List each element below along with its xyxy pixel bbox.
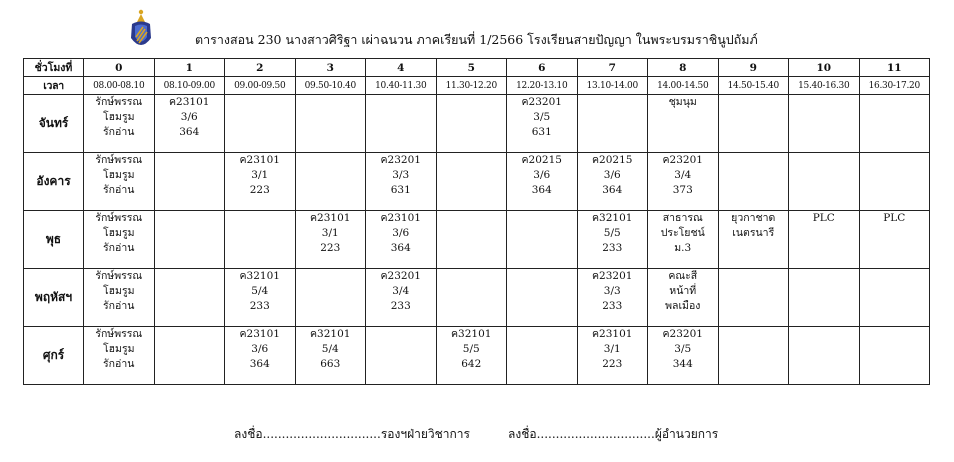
cell-line: ค23101 <box>310 212 351 224</box>
day-row <box>24 327 930 385</box>
day-name: พฤหัสฯ <box>24 269 84 327</box>
cell-line: ค23101 <box>380 212 421 224</box>
cell-line: 5/4 <box>251 285 269 297</box>
schedule-cell <box>295 327 366 385</box>
cell-line: 364 <box>390 242 411 254</box>
cell-line: รักอ่าน <box>103 300 135 312</box>
cell-line: ค32101 <box>239 270 280 282</box>
period-header-label: ชั่วโมงที่ <box>24 59 84 77</box>
cell-line: โฮมรูม <box>102 285 135 297</box>
schedule-cell <box>154 269 225 327</box>
cell-line: สาธารณ <box>662 212 703 224</box>
cell-line: รักอ่าน <box>103 242 135 254</box>
schedule-cell <box>366 211 437 269</box>
schedule-cell <box>718 211 789 269</box>
period-time: 09.00-09.50 <box>225 77 296 95</box>
schedule-cell <box>225 95 296 153</box>
day-name: ศุกร์ <box>24 327 84 385</box>
schedule-cell <box>225 153 296 211</box>
schedule-cell <box>648 95 719 153</box>
schedule-cell <box>84 327 155 385</box>
cell-line: 3/1 <box>603 343 621 355</box>
period-number: 6 <box>507 59 578 77</box>
schedule-cell <box>84 153 155 211</box>
schedule-cell <box>789 95 860 153</box>
schedule-cell <box>366 327 437 385</box>
period-number: 3 <box>295 59 366 77</box>
schedule-cell <box>789 153 860 211</box>
cell-line: ยุวกาชาด <box>731 212 776 224</box>
period-time: 16.30-17.20 <box>859 77 930 95</box>
schedule-cell <box>436 327 507 385</box>
cell-line: 373 <box>672 184 693 196</box>
cell-line: ชุมนุม <box>668 96 697 108</box>
day-row <box>24 269 930 327</box>
schedule-cell <box>577 327 648 385</box>
cell-line: 3/6 <box>251 343 269 355</box>
time-row-label: เวลา <box>24 77 84 95</box>
period-time: 08.10-09.00 <box>154 77 225 95</box>
cell-line: ค20215 <box>592 154 633 166</box>
day-row <box>24 95 930 153</box>
cell-line: รักษ์พรรณ <box>95 328 143 340</box>
period-time: 10.40-11.30 <box>366 77 437 95</box>
schedule-cell <box>718 153 789 211</box>
period-time: 09.50-10.40 <box>295 77 366 95</box>
period-number: 5 <box>436 59 507 77</box>
cell-line: 233 <box>602 300 623 312</box>
period-number: 0 <box>84 59 155 77</box>
cell-line: หน้าที่ <box>669 285 697 297</box>
schedule-cell <box>84 211 155 269</box>
schedule-cell <box>577 211 648 269</box>
schedule-cell <box>859 327 930 385</box>
day-row <box>24 211 930 269</box>
cell-line: ค23201 <box>662 328 703 340</box>
schedule-cell <box>366 95 437 153</box>
schedule-cell <box>648 153 719 211</box>
schedule-table <box>23 58 930 385</box>
cell-line: ค23201 <box>380 154 421 166</box>
cell-line: 3/6 <box>533 169 551 181</box>
schedule-cell <box>577 153 648 211</box>
schedule-cell <box>507 153 578 211</box>
cell-line: ค23201 <box>521 96 562 108</box>
schedule-cell <box>366 269 437 327</box>
schedule-cell <box>436 211 507 269</box>
period-time: 13.10-14.00 <box>577 77 648 95</box>
signature-deputy-academic: ลงชื่อ...............................รองฯฝ่ายวิชาการ <box>234 427 470 441</box>
schedule-cell <box>154 95 225 153</box>
period-number: 10 <box>789 59 860 77</box>
cell-line: 233 <box>390 300 411 312</box>
schedule-cell <box>859 269 930 327</box>
period-time: 15.40-16.30 <box>789 77 860 95</box>
cell-line: 3/6 <box>392 227 410 239</box>
cell-line: 223 <box>320 242 341 254</box>
cell-line: PLC <box>812 212 835 224</box>
cell-line: 233 <box>602 242 623 254</box>
page-title: ตารางสอน 230 นางสาวศิริฐา เผ่าฉนวน ภาคเรียนที่ 1/2566 โรงเรียนสายปัญญา ในพระบรมราชินูปถัมภ์ <box>195 32 758 47</box>
cell-line: ม.3 <box>674 242 692 254</box>
cell-line: 233 <box>249 300 270 312</box>
schedule-cell <box>436 269 507 327</box>
schedule-cell <box>718 269 789 327</box>
cell-line: 3/4 <box>392 285 410 297</box>
cell-line: คณะสี <box>668 270 698 282</box>
period-number: 1 <box>154 59 225 77</box>
cell-line: โฮมรูม <box>102 169 135 181</box>
schedule-cell <box>225 269 296 327</box>
day-name: อังคาร <box>24 153 84 211</box>
cell-line: 663 <box>320 358 341 370</box>
cell-line: 3/3 <box>603 285 621 297</box>
cell-line: 3/6 <box>180 111 198 123</box>
cell-line: รักษ์พรรณ <box>95 154 143 166</box>
cell-line: รักษ์พรรณ <box>95 212 143 224</box>
schedule-cell <box>507 269 578 327</box>
cell-line: PLC <box>883 212 906 224</box>
cell-line: 3/5 <box>533 111 551 123</box>
cell-line: โฮมรูม <box>102 227 135 239</box>
cell-line: 3/1 <box>321 227 339 239</box>
schedule-cell <box>577 269 648 327</box>
schedule-cell <box>718 327 789 385</box>
schedule-cell <box>225 211 296 269</box>
cell-line: 631 <box>531 126 552 138</box>
cell-line: 364 <box>249 358 270 370</box>
schedule-cell <box>789 211 860 269</box>
schedule-cell <box>295 211 366 269</box>
cell-line: 3/4 <box>674 169 692 181</box>
schedule-cell <box>436 95 507 153</box>
schedule-cell <box>295 153 366 211</box>
cell-line: รักษ์พรรณ <box>95 270 143 282</box>
schedule-cell <box>507 95 578 153</box>
cell-line: ค23101 <box>169 96 210 108</box>
school-emblem-icon <box>126 8 156 54</box>
cell-line: 631 <box>390 184 411 196</box>
schedule-cell <box>225 327 296 385</box>
cell-line: 3/1 <box>251 169 269 181</box>
schedule-cell <box>154 153 225 211</box>
day-name: จันทร์ <box>24 95 84 153</box>
cell-line: ประโยชน์ <box>660 227 705 239</box>
schedule-cell <box>859 211 930 269</box>
cell-line: ค23101 <box>239 154 280 166</box>
schedule-cell <box>154 211 225 269</box>
schedule-cell <box>295 95 366 153</box>
cell-line: ค23101 <box>592 328 633 340</box>
schedule-cell <box>648 327 719 385</box>
schedule-cell <box>507 327 578 385</box>
cell-line: 364 <box>179 126 200 138</box>
schedule-cell <box>84 269 155 327</box>
cell-line: 364 <box>531 184 552 196</box>
schedule-cell <box>789 327 860 385</box>
time-row <box>24 77 930 95</box>
schedule-cell <box>154 327 225 385</box>
schedule-cell <box>859 95 930 153</box>
schedule-cell <box>648 269 719 327</box>
page-header <box>0 0 954 58</box>
cell-line: 642 <box>461 358 482 370</box>
cell-line: ค32101 <box>451 328 492 340</box>
schedule-cell <box>859 153 930 211</box>
period-number: 8 <box>648 59 719 77</box>
day-row <box>24 153 930 211</box>
cell-line: ค23201 <box>662 154 703 166</box>
schedule-cell <box>507 211 578 269</box>
schedule-cell <box>648 211 719 269</box>
schedule-cell <box>84 95 155 153</box>
period-number: 2 <box>225 59 296 77</box>
period-header-row <box>24 59 930 77</box>
cell-line: ค32101 <box>310 328 351 340</box>
cell-line: โฮมรูม <box>102 343 135 355</box>
cell-line: พลเมือง <box>665 300 701 312</box>
cell-line: 364 <box>602 184 623 196</box>
schedule-cell <box>789 269 860 327</box>
period-time: 14.00-14.50 <box>648 77 719 95</box>
cell-line: ค23101 <box>239 328 280 340</box>
cell-line: 5/5 <box>603 227 621 239</box>
schedule-cell <box>577 95 648 153</box>
cell-line: เนตรนารี <box>732 227 775 239</box>
period-number: 7 <box>577 59 648 77</box>
period-time: 14.50-15.40 <box>718 77 789 95</box>
cell-line: 3/3 <box>392 169 410 181</box>
schedule-cell <box>295 269 366 327</box>
cell-line: ค20215 <box>521 154 562 166</box>
cell-line: รักอ่าน <box>103 184 135 196</box>
cell-line: โฮมรูม <box>102 111 135 123</box>
schedule-cell <box>718 95 789 153</box>
schedule-cell <box>366 153 437 211</box>
cell-line: รักอ่าน <box>103 126 135 138</box>
schedule-cell <box>436 153 507 211</box>
period-number: 11 <box>859 59 930 77</box>
cell-line: รักอ่าน <box>103 358 135 370</box>
cell-line: 5/5 <box>462 343 480 355</box>
period-time: 11.30-12.20 <box>436 77 507 95</box>
cell-line: 3/6 <box>603 169 621 181</box>
period-number: 4 <box>366 59 437 77</box>
cell-line: 223 <box>602 358 623 370</box>
cell-line: 3/5 <box>674 343 692 355</box>
signature-director: ลงชื่อ...............................ผู้อำนวยการ <box>508 427 719 441</box>
period-time: 08.00-08.10 <box>84 77 155 95</box>
day-name: พุธ <box>24 211 84 269</box>
cell-line: 344 <box>672 358 693 370</box>
period-number: 9 <box>718 59 789 77</box>
cell-line: รักษ์พรรณ <box>95 96 143 108</box>
cell-line: ค32101 <box>592 212 633 224</box>
cell-line: 5/4 <box>321 343 339 355</box>
cell-line: ค23201 <box>380 270 421 282</box>
cell-line: 223 <box>249 184 270 196</box>
cell-line: ค23201 <box>592 270 633 282</box>
period-time: 12.20-13.10 <box>507 77 578 95</box>
